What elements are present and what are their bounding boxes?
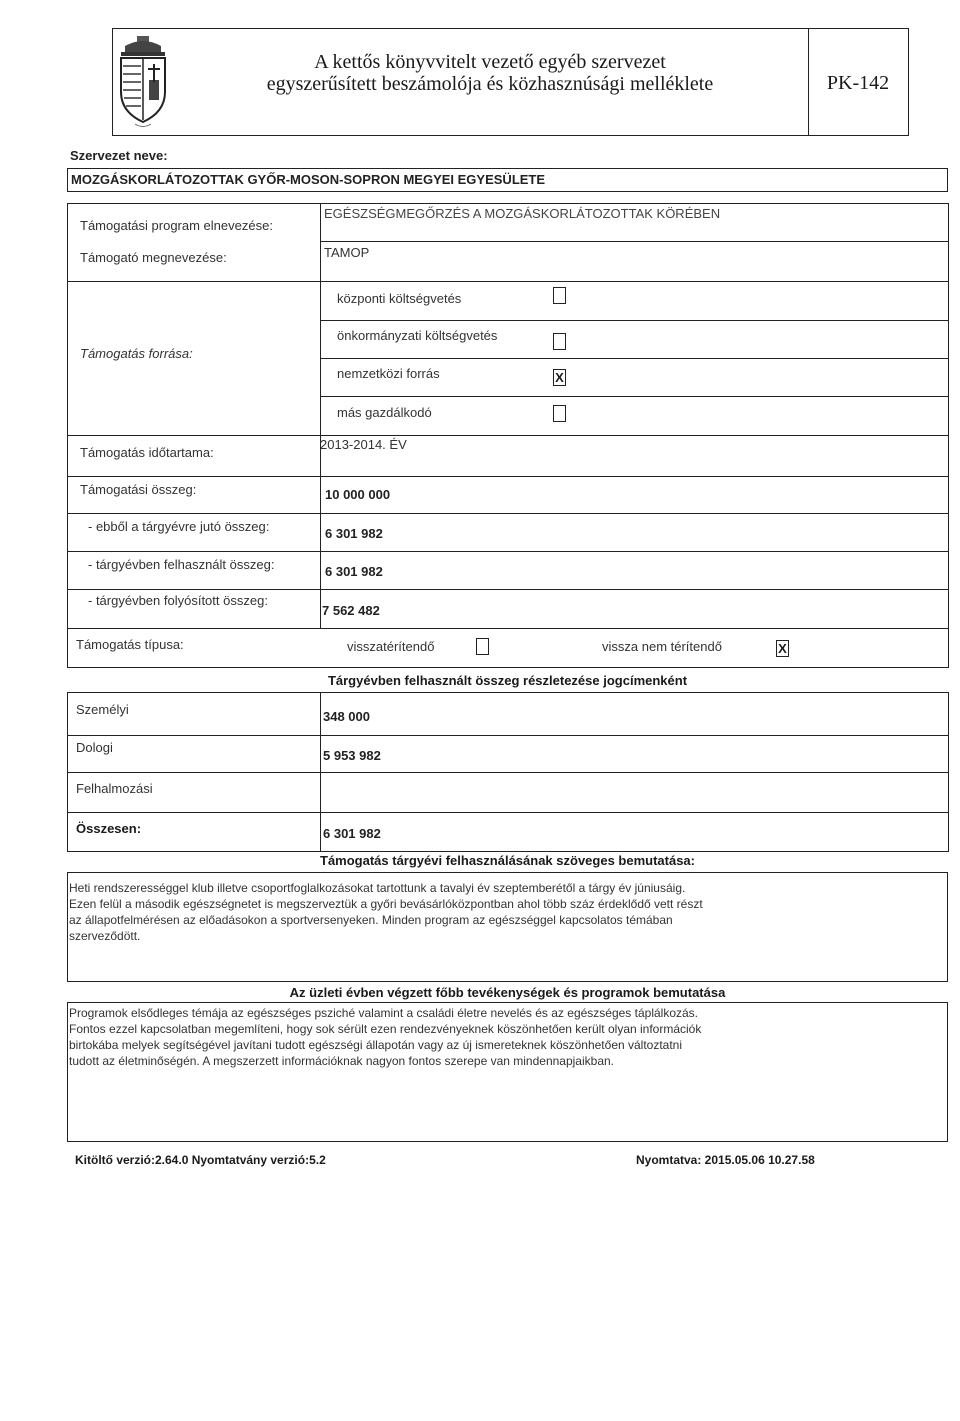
support-type-label: Támogatás típusa: xyxy=(76,637,184,652)
provider-label: Támogató megnevezése: xyxy=(80,250,227,265)
breakdown-total-value: 6 301 982 xyxy=(323,826,381,841)
usage-text-title: Támogatás tárgyévi felhasználásának szöveges bemutatása: xyxy=(320,853,695,868)
activities-title: Az üzleti évben végzett főbb tevékenységek és programok bemutatása xyxy=(289,985,726,1000)
breakdown-row-value: 348 000 xyxy=(323,709,370,724)
source-option-label: önkormányzati költségvetés xyxy=(337,328,498,343)
breakdown-row-label: Felhalmozási xyxy=(76,781,153,796)
amount-value: 10 000 000 xyxy=(325,487,391,502)
paid-amount-label: - tárgyévben folyósított összeg: xyxy=(88,593,268,608)
program-name-label: Támogatási program elnevezése: xyxy=(80,218,273,233)
nonrefundable-label: vissza nem térítendő xyxy=(602,639,722,654)
main-table-right-border xyxy=(948,203,949,668)
form-code: PK-142 xyxy=(826,72,890,94)
breakdown-total-label: Összesen: xyxy=(76,821,142,836)
usage-text-line: szerveződött. xyxy=(69,929,141,943)
refundable-checkbox[interactable] xyxy=(476,638,489,655)
form-title-line2: egyszerűsített beszámolója és közhasznúsági melléklete xyxy=(266,73,714,95)
year-share-label: - ebből a tárgyévre jutó összeg: xyxy=(88,519,270,534)
usage-text-line: Heti rendszerességgel klub illetve csoportfoglalkozásokat tartottunk a tavalyi év szeptemberétől a tárgy év júniusáig. xyxy=(69,881,686,895)
breakdown-row-label: Dologi xyxy=(76,740,113,755)
footer-printed: Nyomtatva: 2015.05.06 10.27.58 xyxy=(636,1153,815,1167)
main-table-top xyxy=(67,203,948,204)
duration-label: Támogatás időtartama: xyxy=(80,445,214,460)
source-option-label: nemzetközi forrás xyxy=(337,366,440,381)
program-name-value: EGÉSZSÉGMEGŐRZÉS A MOZGÁSKORLÁTOZOTTAK KÖRÉBEN xyxy=(324,206,721,221)
activities-line: Fontos ezzel kapcsolatban megemlíteni, hogy sok sérült ezen rendezvényeknek köszönhetően került olyan információk xyxy=(69,1022,702,1036)
nonrefundable-checkbox[interactable]: X xyxy=(776,640,789,657)
paid-amount-value: 7 562 482 xyxy=(322,603,380,618)
activities-line: Programok elsődleges témája az egészséges psziché valamint a családi életre nevelés és az egészséges táplálkozás. xyxy=(69,1006,699,1020)
amount-label: Támogatási összeg: xyxy=(80,482,197,497)
source-option-label: központi költségvetés xyxy=(337,291,462,306)
source-checkbox[interactable] xyxy=(553,287,566,304)
activities-line: birtokába melyek segítségével javítani tudott egészségi állapotán vagy az új ismereteknek köszönhetően változtatni xyxy=(69,1038,683,1052)
used-amount-label: - tárgyévben felhasznált összeg: xyxy=(88,557,275,572)
source-checkbox[interactable]: X xyxy=(553,369,566,386)
usage-text-line: az állapotfelmérésen az előadásokon a sportversenyeken. Minden program az egészséggel kapcsolatos témában xyxy=(69,913,673,927)
coat-of-arms-icon xyxy=(113,30,173,130)
main-table-col-divider xyxy=(320,203,321,628)
source-checkbox[interactable] xyxy=(553,405,566,422)
footer-version: Kitöltő verzió:2.64.0 Nyomtatvány verzió:5.2 xyxy=(75,1153,326,1167)
usage-text-line: Ezen felül a második egészségnetet is megszerveztük a győri bevásárlóközpontban ahol több száz érdeklődő vett részt xyxy=(69,897,703,911)
source-option-label: más gazdálkodó xyxy=(337,405,432,420)
breakdown-row-value: 5 953 982 xyxy=(323,748,381,763)
year-share-value: 6 301 982 xyxy=(325,526,383,541)
used-amount-value: 6 301 982 xyxy=(325,564,383,579)
breakdown-row-label: Személyi xyxy=(76,702,129,717)
breakdown-title: Tárgyévben felhasznált összeg részletezése jogcímenként xyxy=(327,673,688,688)
duration-value: 2013-2014. ÉV xyxy=(320,437,407,452)
org-name-value: MOZGÁSKORLÁTOZOTTAK GYŐR-MOSON-SOPRON MEGYEI EGYESÜLETE xyxy=(71,172,546,187)
provider-value: TAMOP xyxy=(324,245,370,260)
source-checkbox[interactable] xyxy=(553,333,566,350)
source-label: Támogatás forrása: xyxy=(80,346,193,361)
refundable-label: visszatérítendő xyxy=(347,639,435,654)
org-name-label: Szervezet neve: xyxy=(70,148,168,163)
form-title-line1: A kettős könyvvitelt vezető egyéb szervezet xyxy=(314,51,666,73)
activities-line: tudott az életminőségén. A megszerzett információknak nagyon fontos szerepe van mindennapjaikban. xyxy=(69,1054,614,1068)
